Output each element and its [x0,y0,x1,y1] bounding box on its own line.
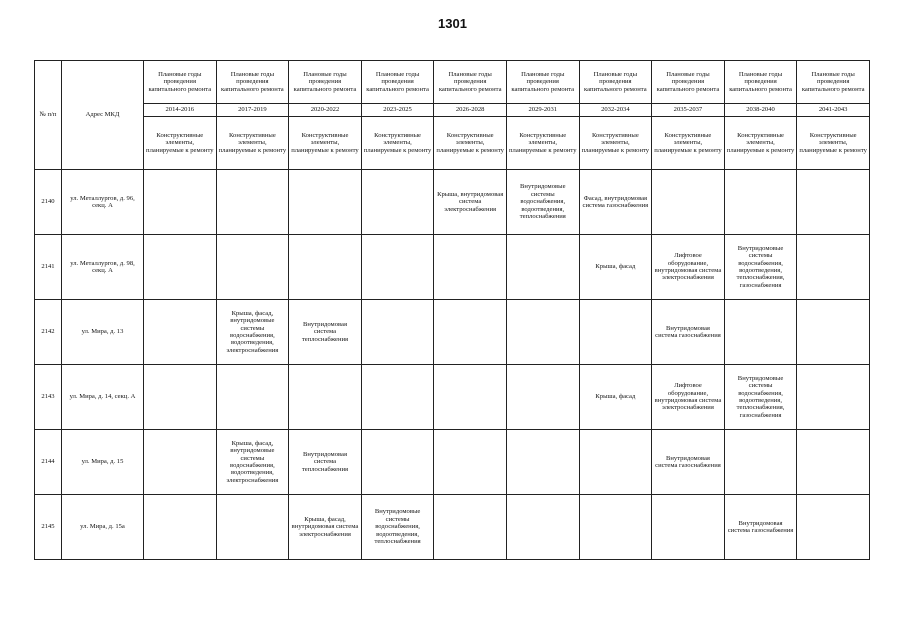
header-period-title: Плановые годы проведения капитального ремонта [579,61,652,104]
header-elements: Конструктивные элементы, планируемые к ремонту [361,117,434,170]
works-cell [506,365,579,430]
works-cell [797,430,870,495]
works-cell: Внутридомовая система теплоснабжения [289,430,362,495]
header-row-title [35,61,870,104]
works-cell [579,495,652,560]
header-period-title: Плановые годы проведения капитального ремонта [144,61,217,104]
row-address: ул. Мира, д. 15а [62,495,144,560]
works-cell [434,365,507,430]
table-row [35,365,870,430]
works-cell [506,430,579,495]
works-cell [289,235,362,300]
row-number: 2141 [35,235,62,300]
header-elements: Конструктивные элементы, планируемые к ремонту [144,117,217,170]
works-cell: Лифтовое оборудование, внутридомовая система электроснабжения [652,365,725,430]
works-cell [724,170,797,235]
works-cell [506,495,579,560]
works-cell [797,300,870,365]
works-cell [361,235,434,300]
works-cell: Крыша, фасад, внутридомовая система электроснабжения [289,495,362,560]
works-cell [724,430,797,495]
header-period-years: 2026-2028 [434,104,507,117]
table-row [35,430,870,495]
works-cell [289,170,362,235]
works-cell [579,300,652,365]
works-cell [144,495,217,560]
header-period-years: 2035-2037 [652,104,725,117]
header-row-years [35,104,870,117]
works-cell: Внутридомовые системы водоснабжения, водоотведения, теплоснабжения, газоснабжения [724,235,797,300]
works-cell [506,235,579,300]
works-cell: Крыша, фасад, внутридомовые системы водоснабжения, водоотведения, электроснабжения [216,300,289,365]
works-cell: Внутридомовые системы водоснабжения, водоотведения, теплоснабжения [506,170,579,235]
table-row [35,300,870,365]
works-cell [216,235,289,300]
header-period-title: Плановые годы проведения капитального ремонта [797,61,870,104]
works-cell: Фасад, внутридомовая система газоснабжения [579,170,652,235]
row-number: 2142 [35,300,62,365]
works-cell: Лифтовое оборудование, внутридомовая система электроснабжения [652,235,725,300]
header-period-years: 2029-2031 [506,104,579,117]
header-period-years: 2038-2040 [724,104,797,117]
header-num: № п/п [35,61,62,170]
page-number: 1301 [438,16,467,31]
works-cell [144,430,217,495]
works-cell [361,365,434,430]
row-address: ул. Мира, д. 13 [62,300,144,365]
works-cell [144,235,217,300]
works-cell [144,170,217,235]
table-row [35,170,870,235]
header-period-title: Плановые годы проведения капитального ремонта [289,61,362,104]
header-elements: Конструктивные элементы, планируемые к ремонту [797,117,870,170]
works-cell [797,170,870,235]
row-address: ул. Металлургов, д. 96, секц. А [62,170,144,235]
works-cell [652,170,725,235]
works-cell: Крыша, фасад [579,235,652,300]
works-cell [216,495,289,560]
row-number: 2145 [35,495,62,560]
works-cell [797,495,870,560]
works-cell: Внутридомовые системы водоснабжения, водоотведения, теплоснабжения, газоснабжения [724,365,797,430]
table-row [35,235,870,300]
header-period-years: 2014-2016 [144,104,217,117]
header-period-years: 2032-2034 [579,104,652,117]
header-period-title: Плановые годы проведения капитального ремонта [506,61,579,104]
works-cell [652,495,725,560]
header-period-title: Плановые годы проведения капитального ремонта [361,61,434,104]
works-cell [506,300,579,365]
works-cell: Внутридомовые системы водоснабжения, водоотведения, теплоснабжения [361,495,434,560]
works-cell [434,430,507,495]
works-cell: Внутридомовая система газоснабжения [652,430,725,495]
works-cell [434,235,507,300]
header-period-title: Плановые годы проведения капитального ремонта [724,61,797,104]
works-cell: Внутридомовая система газоснабжения [652,300,725,365]
works-cell [724,300,797,365]
header-period-years: 2041-2043 [797,104,870,117]
works-cell: Крыша, фасад, внутридомовые системы водоснабжения, водоотведения, электроснабжения [216,430,289,495]
header-elements: Конструктивные элементы, планируемые к ремонту [579,117,652,170]
row-number: 2144 [35,430,62,495]
works-cell [361,300,434,365]
row-number: 2143 [35,365,62,430]
works-cell [579,430,652,495]
works-cell: Внутридомовая система газоснабжения [724,495,797,560]
header-elements: Конструктивные элементы, планируемые к ремонту [216,117,289,170]
works-cell [434,495,507,560]
header-elements: Конструктивные элементы, планируемые к ремонту [289,117,362,170]
works-cell [289,365,362,430]
header-elements: Конструктивные элементы, планируемые к ремонту [652,117,725,170]
works-cell: Внутридомовая система теплоснабжения [289,300,362,365]
header-elements: Конструктивные элементы, планируемые к ремонту [724,117,797,170]
works-cell [361,430,434,495]
row-address: ул. Мира, д. 14, секц. А [62,365,144,430]
works-cell [144,365,217,430]
header-period-title: Плановые годы проведения капитального ремонта [434,61,507,104]
works-cell [797,365,870,430]
works-cell [434,300,507,365]
table-row [35,495,870,560]
row-address: ул. Металлургов, д. 98, секц. А [62,235,144,300]
header-elements: Конструктивные элементы, планируемые к ремонту [506,117,579,170]
header-period-years: 2020-2022 [289,104,362,117]
header-period-title: Плановые годы проведения капитального ремонта [652,61,725,104]
works-cell [216,170,289,235]
row-number: 2140 [35,170,62,235]
capital-repair-plan-table [34,60,870,560]
header-elements: Конструктивные элементы, планируемые к ремонту [434,117,507,170]
header-row-elements [35,117,870,170]
works-cell: Крыша, фасад [579,365,652,430]
header-period-years: 2017-2019 [216,104,289,117]
header-period-title: Плановые годы проведения капитального ремонта [216,61,289,104]
works-cell [144,300,217,365]
header-period-years: 2023-2025 [361,104,434,117]
row-address: ул. Мира, д. 15 [62,430,144,495]
works-cell [361,170,434,235]
works-cell [797,235,870,300]
works-cell [216,365,289,430]
works-cell: Крыша, внутридомовая система электроснабжения [434,170,507,235]
header-address: Адрес МКД [62,61,144,170]
